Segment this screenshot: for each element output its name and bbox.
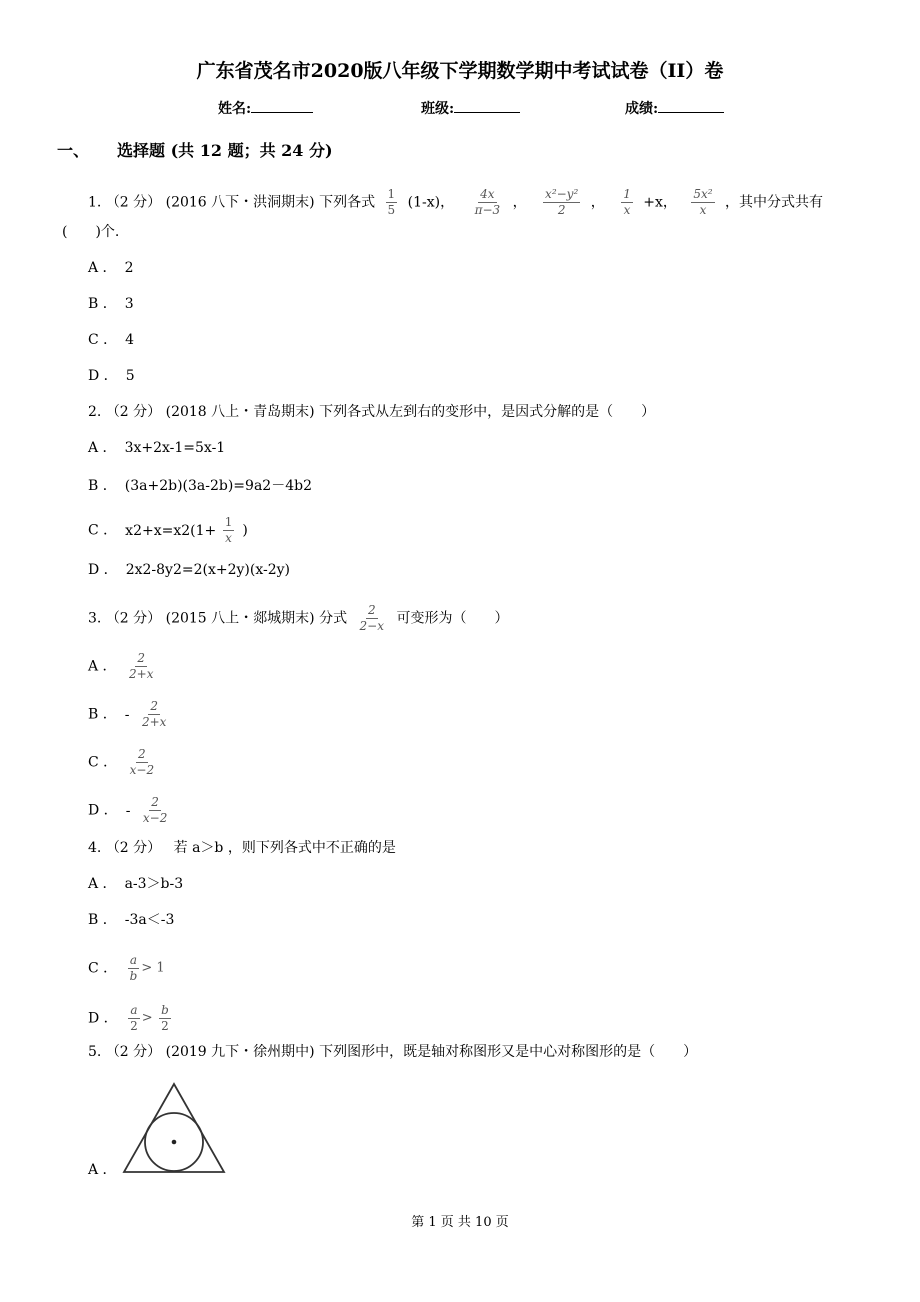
- section-heading: [57, 138, 333, 161]
- option-a: A ．: [88, 1162, 117, 1178]
- option-c: C ． $\frac{2}{x-2}$: [88, 747, 155, 777]
- class-field: [421, 98, 520, 118]
- name-blank: [251, 112, 313, 113]
- score-blank: [658, 112, 724, 113]
- fraction: $\frac{1}{x}$: [623, 187, 631, 217]
- option-c: C ． $\frac{a}{b}$ > 1: [88, 953, 165, 983]
- question-text: 下列图形中，既是轴对称图形又是中心对称图形的是（ ）: [319, 1044, 698, 1060]
- fraction: $\frac{b}{2}$: [161, 1003, 169, 1033]
- fraction: $\frac{\text{x²−y²}}{2}$: [545, 187, 579, 217]
- question-text: ，: [590, 194, 605, 211]
- score-label: 成绩:: [625, 101, 659, 117]
- question-3-stem: [88, 604, 508, 633]
- fraction: $\frac{2}{2+x}$: [141, 699, 167, 729]
- question-number: 2.: [88, 404, 102, 420]
- fraction: $\frac{a}{b}$: [129, 953, 138, 983]
- name-label: 姓名:: [218, 101, 252, 117]
- fraction: $\frac{4x}{\pi-3}$: [474, 187, 501, 217]
- fraction: $\frac{2}{2+x}$: [129, 651, 154, 681]
- option-d: D ． $\frac{a}{2}$ > $\frac{b}{2}$: [88, 1003, 169, 1033]
- question-text: 若 a＞b ，则下列各式中不正确的是: [173, 840, 396, 856]
- question-number: 5.: [88, 1044, 102, 1060]
- fraction: $\frac{2}{x-2}$: [129, 747, 155, 777]
- option-a: A ． a-3＞b-3: [88, 876, 184, 892]
- page-footer: 第 1 页 共 10 页: [411, 1215, 509, 1230]
- score-field: [625, 98, 724, 118]
- option-b: B ． - $\frac{2}{2+x}$: [88, 699, 167, 729]
- question-text: ，其中分式共有: [725, 194, 824, 211]
- question-text: 下列各式: [319, 194, 376, 211]
- question-2-stem: [88, 402, 655, 422]
- option-d: D ． 2x2-8y2=2(x+2y)(x-2y): [88, 562, 290, 578]
- question-text: (1-x)，: [407, 194, 455, 211]
- question-points: （2 分）: [105, 1044, 162, 1060]
- question-points: （2 分）: [105, 404, 162, 420]
- question-number: 3.: [88, 610, 102, 627]
- option-c: C ． x2+x=x2(1+ $\frac{1}{x}$ ): [88, 515, 248, 545]
- triangle-circle-figure: [120, 1080, 228, 1176]
- section-number: 一、: [57, 141, 90, 160]
- question-number: 4.: [88, 840, 102, 856]
- fraction: $\frac{a}{2}$: [130, 1003, 138, 1033]
- question-source: (2019 九下・徐州期中): [165, 1044, 315, 1060]
- fraction: $\frac{1}{x}$: [224, 515, 233, 545]
- question-source: (2018 八上・青岛期末): [165, 404, 315, 420]
- name-field: [218, 98, 313, 118]
- page-title: 广东省茂名市2020版八年级下学期数学期中考试试卷（II）卷: [196, 60, 724, 82]
- question-points: （2 分）: [105, 610, 162, 627]
- question-text: 可变形为（ ）: [396, 610, 509, 627]
- question-text: 分式: [319, 610, 348, 627]
- fraction: $\frac{2}{x-2}$: [142, 795, 168, 825]
- option-d: D ． 5: [88, 368, 135, 384]
- option-d: D ． - $\frac{2}{x-2}$: [88, 795, 168, 825]
- option-b: B ． -3a＜-3: [88, 912, 175, 928]
- class-blank: [454, 112, 520, 113]
- question-points: （2 分）: [105, 194, 162, 211]
- option-a: A ． 3x+2x-1=5x-1: [88, 440, 226, 456]
- question-source: (2015 八上・郯城期末): [165, 610, 315, 627]
- section-title: 选择题 (共 12 题；共 24 分): [117, 141, 333, 160]
- question-source: (2016 八下・洪洞期末): [165, 194, 315, 211]
- question-1-stem: [88, 188, 823, 217]
- question-1-stem-continued: ( )个.: [62, 224, 120, 240]
- question-text: +x，: [643, 194, 677, 211]
- question-text: 下列各式从左到右的变形中，是因式分解的是（ ）: [319, 404, 656, 420]
- option-a: A ． 2: [88, 260, 134, 276]
- option-c: C ． 4: [88, 332, 135, 348]
- class-label: 班级:: [421, 101, 455, 117]
- fraction: $\frac{1}{5}$: [387, 187, 396, 217]
- question-4-stem: [88, 838, 396, 858]
- option-a: A ． $\frac{2}{2+x}$: [88, 651, 154, 681]
- option-b: B ． (3a+2b)(3a-2b)=9a2－4b2: [88, 478, 312, 494]
- fraction: $\frac{\text{5x²}}{x}$: [693, 187, 713, 217]
- question-points: （2 分）: [105, 840, 162, 856]
- question-5-stem: [88, 1042, 697, 1062]
- option-b: B ． 3: [88, 296, 134, 312]
- question-text: ，: [512, 194, 527, 211]
- fraction: $\frac{2}{2-x}$: [359, 603, 385, 633]
- question-number: 1.: [88, 194, 102, 211]
